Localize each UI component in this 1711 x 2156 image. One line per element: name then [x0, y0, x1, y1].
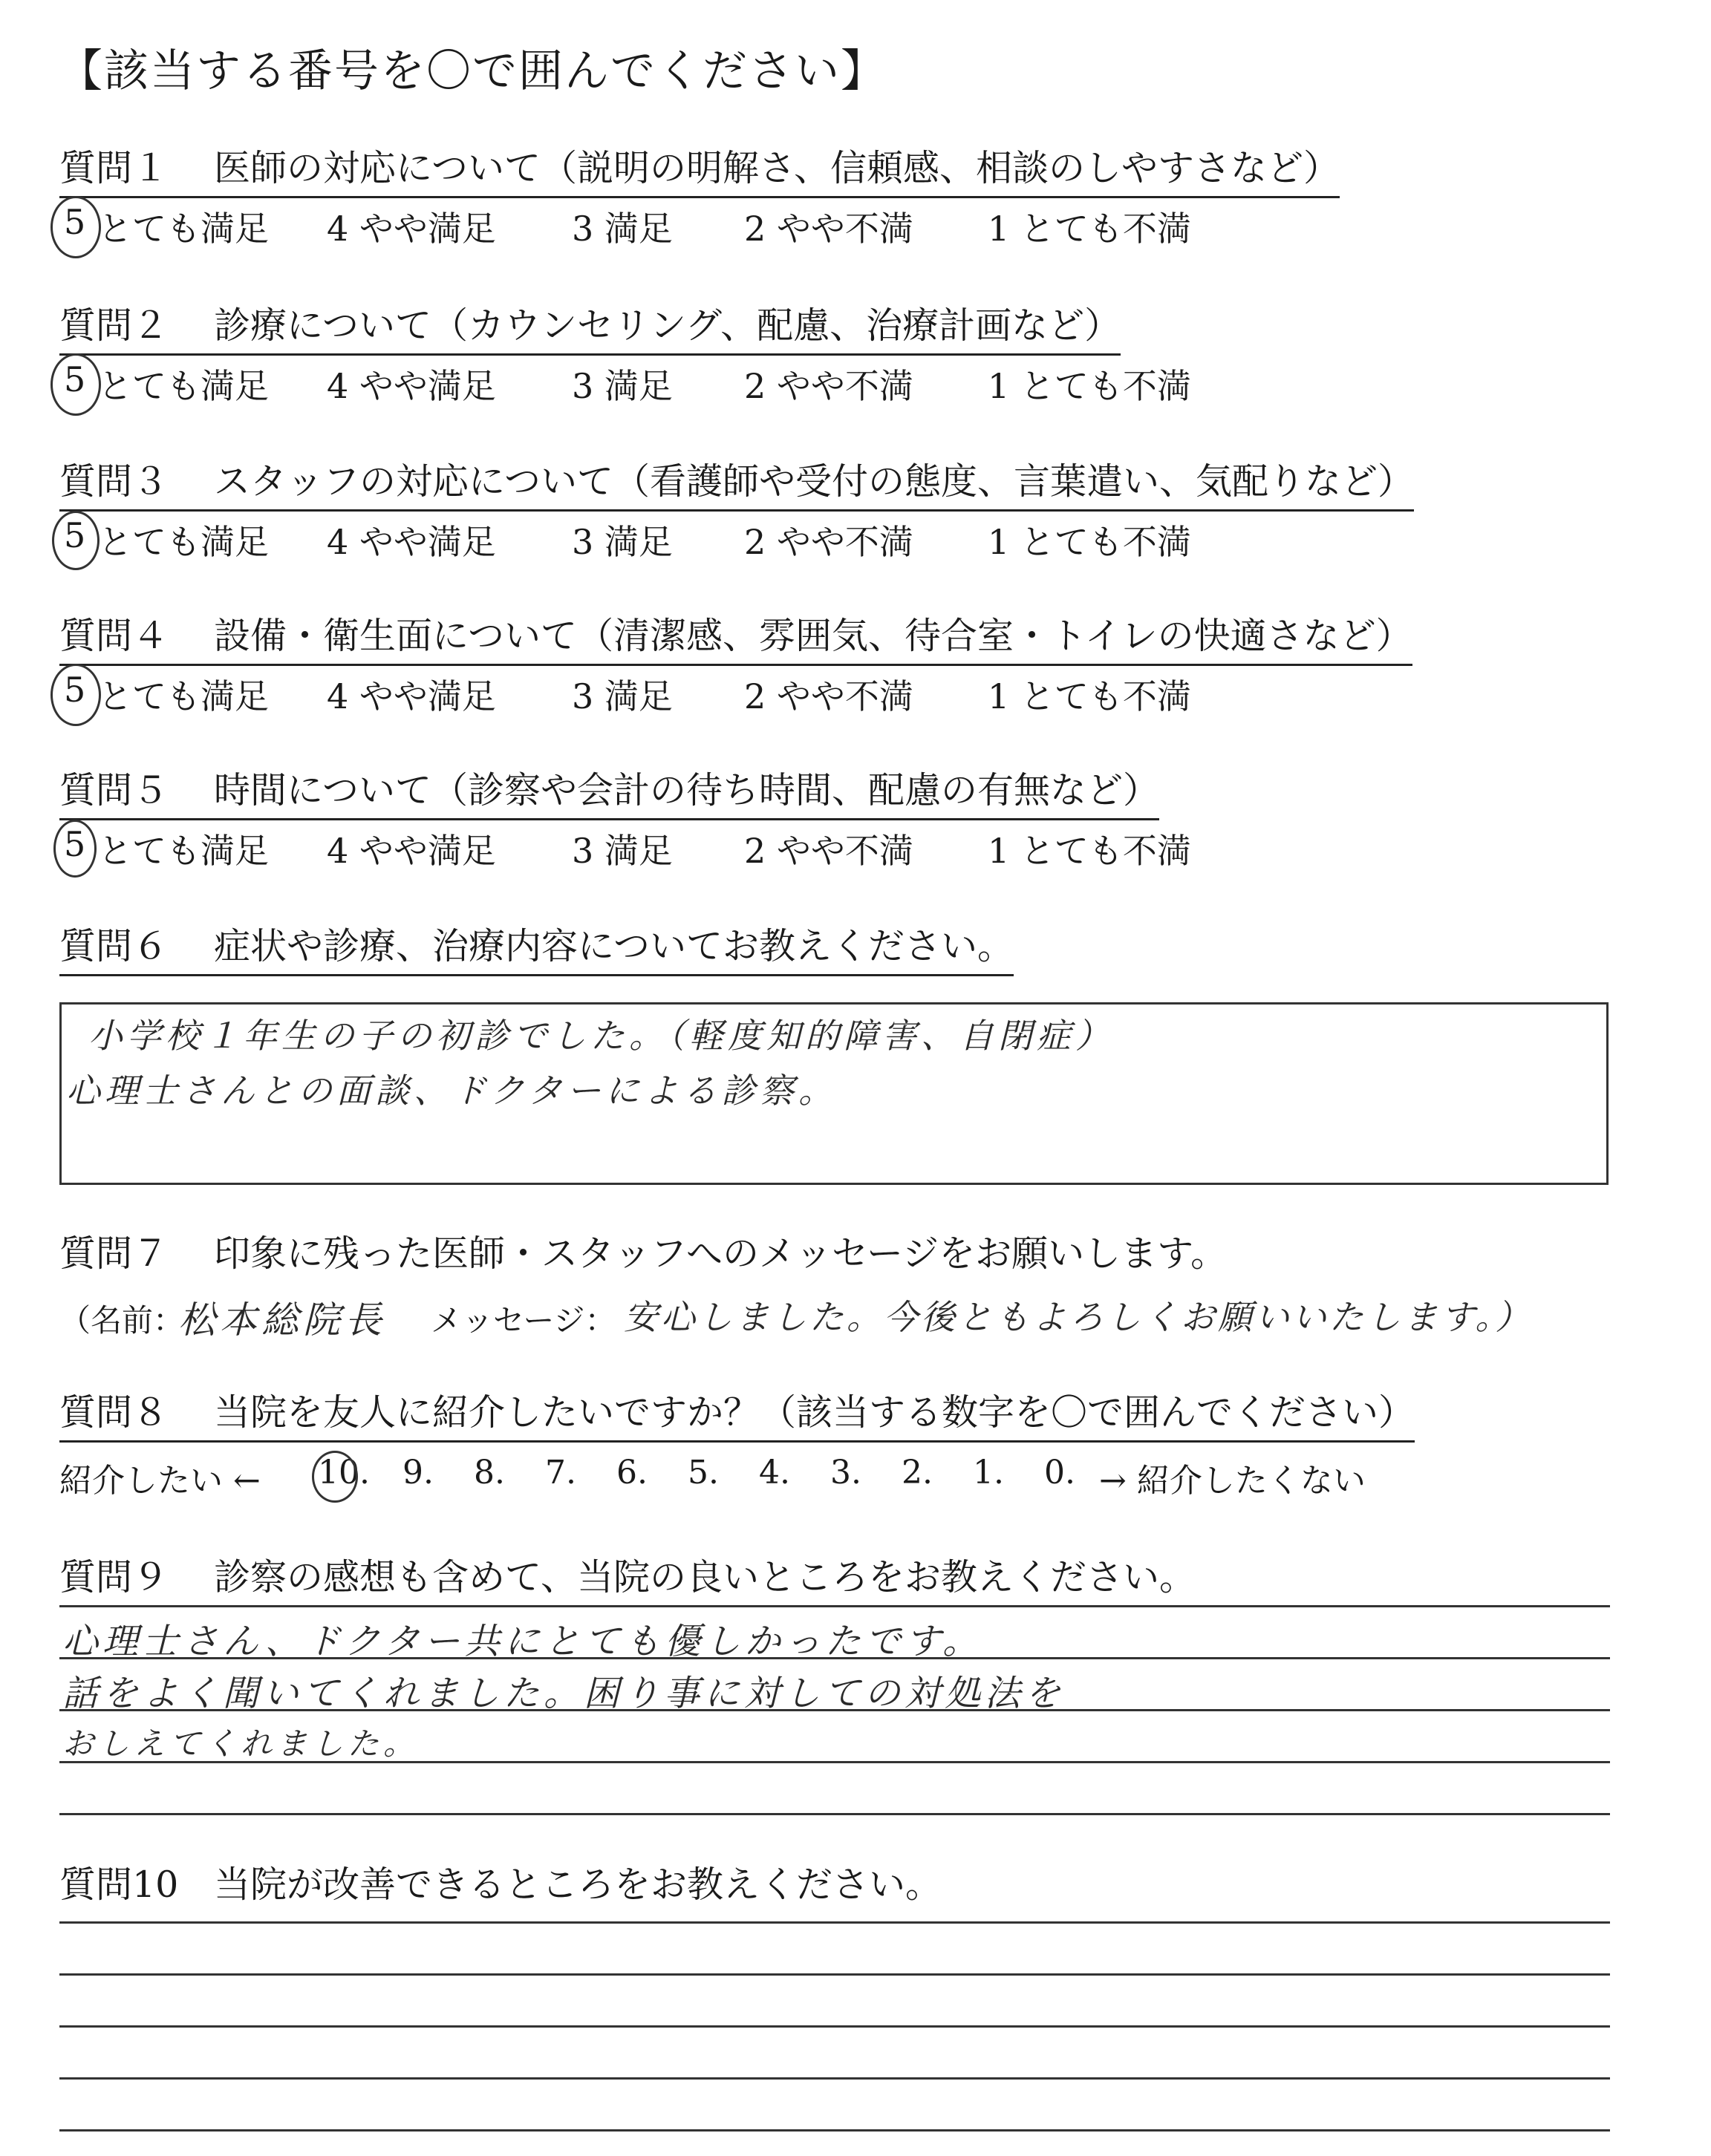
answer-rule	[59, 1813, 1610, 1815]
scale-5[interactable]: 5.	[688, 1454, 719, 1492]
message-value[interactable]: 安心しました。今後ともよろしくお願いいたします。）	[624, 1297, 1533, 1337]
answer-rule	[59, 2077, 1610, 2080]
question-text: 診療について（カウンセリング、配慮、治療計画など）	[214, 304, 1121, 347]
option-3[interactable]: 3 満足	[572, 676, 673, 716]
option-5[interactable]: 5	[64, 359, 86, 399]
scale-10[interactable]: 10.	[318, 1454, 370, 1492]
option-4[interactable]: 4 やや満足	[327, 676, 496, 716]
answer-rule	[59, 1605, 1610, 1607]
question-number: 質問５	[59, 769, 169, 811]
scale-1[interactable]: 1.	[973, 1454, 1004, 1492]
scale-2[interactable]: 2.	[902, 1454, 933, 1492]
option-4[interactable]: 4 やや満足	[327, 522, 496, 562]
option-4[interactable]: 4 やや満足	[327, 209, 496, 249]
q7-message-row	[59, 1290, 1619, 1350]
answer-rule	[59, 2129, 1610, 2132]
scale-right-label: → 紹介したくない	[1099, 1462, 1366, 1500]
question-text: 医師の対応について（説明の明解さ、信頼感、相談のしやすさなど）	[214, 147, 1340, 189]
handwritten-answer-line: 小学校１年生の子の初診でした。（軽度知的障害、自閉症）	[88, 1016, 1114, 1056]
question-number: 質問９	[59, 1556, 169, 1598]
scale-0[interactable]: 0.	[1044, 1454, 1075, 1492]
question-text: 診察の感想も含めて、当院の良いところをお教えください。	[214, 1556, 1196, 1598]
question-3-options	[59, 515, 1322, 560]
question-number: 質問１	[59, 147, 169, 189]
question-text: 時間について（診察や会計の待ち時間、配慮の有無など）	[214, 769, 1160, 811]
hand-drawn-circle	[53, 820, 97, 878]
scale-4[interactable]: 4.	[759, 1454, 790, 1492]
option-5-label: とても満足	[98, 366, 269, 406]
option-2[interactable]: 2 やや不満	[744, 522, 913, 562]
question-10-heading	[59, 1856, 942, 1912]
question-7-heading	[59, 1225, 1227, 1281]
option-5-label: とても満足	[98, 831, 269, 871]
question-2-options	[59, 359, 1322, 404]
option-2[interactable]: 2 やや不満	[744, 676, 913, 716]
question-number: 質問４	[59, 615, 169, 657]
option-4[interactable]: 4 やや満足	[327, 366, 496, 406]
option-1[interactable]: 1 とても不満	[988, 209, 1191, 249]
question-number: 質問７	[59, 1232, 169, 1275]
question-number: 質問８	[59, 1391, 169, 1434]
option-5-label: とても満足	[98, 209, 269, 249]
scale-7[interactable]: 7.	[545, 1454, 576, 1492]
option-2[interactable]: 2 やや不満	[744, 831, 913, 871]
option-3[interactable]: 3 満足	[572, 366, 673, 406]
question-4-options	[59, 670, 1322, 714]
hand-drawn-circle	[50, 353, 101, 416]
option-1[interactable]: 1 とても不満	[988, 676, 1191, 716]
question-5-heading	[59, 762, 1159, 820]
question-1-options	[59, 202, 1322, 249]
option-5[interactable]: 5	[64, 202, 86, 242]
question-3-heading	[59, 453, 1414, 512]
question-text: スタッフの対応について（看護師や受付の態度、言葉遣い、気配りなど）	[214, 460, 1415, 503]
question-number: 質問３	[59, 460, 169, 503]
q8-scale-row	[59, 1454, 1545, 1506]
handwritten-answer-line[interactable]: 心理士さん、ドクター共にとても優しかったです。	[62, 1621, 983, 1662]
hand-drawn-circle	[50, 196, 101, 258]
question-text: 当院が改善できるところをお教えください。	[214, 1863, 942, 1906]
option-5[interactable]: 5	[64, 515, 86, 555]
form-title: 【該当する番号を〇で囲んでください】	[58, 45, 887, 97]
option-1[interactable]: 1 とても不満	[988, 831, 1191, 871]
option-4[interactable]: 4 やや満足	[327, 831, 496, 871]
question-text: 症状や診療、治療内容についてお教えください。	[214, 925, 1014, 967]
name-label: （名前：	[59, 1302, 185, 1339]
option-3[interactable]: 3 満足	[572, 522, 673, 562]
option-5[interactable]: 5	[64, 824, 86, 864]
option-3[interactable]: 3 満足	[572, 209, 673, 249]
answer-rule	[59, 2025, 1610, 2028]
hand-drawn-circle	[50, 664, 101, 726]
option-2[interactable]: 2 やや不満	[744, 366, 913, 406]
handwritten-answer-line: 心理士さんとの面談、ドクターによる診察。	[66, 1071, 838, 1111]
name-value[interactable]: 松本総院長	[178, 1298, 386, 1342]
question-1-heading	[59, 140, 1340, 198]
question-number: 質問10	[59, 1863, 179, 1906]
scale-6[interactable]: 6.	[616, 1454, 648, 1492]
option-3[interactable]: 3 満足	[572, 831, 673, 871]
question-5-options	[59, 824, 1322, 869]
option-5-label: とても満足	[98, 522, 269, 562]
question-4-heading	[59, 607, 1412, 666]
scale-3[interactable]: 3.	[830, 1454, 861, 1492]
handwritten-answer-line[interactable]: 話をよく聞いてくれました。困り事に対しての対処法を	[62, 1673, 1066, 1714]
question-6-heading	[59, 918, 1014, 976]
option-1[interactable]: 1 とても不満	[988, 366, 1191, 406]
hand-drawn-circle	[52, 511, 100, 570]
answer-rule	[59, 1973, 1610, 1976]
question-2-heading	[59, 297, 1121, 356]
option-2[interactable]: 2 やや不満	[744, 209, 913, 249]
question-9-heading	[59, 1549, 1196, 1605]
question-text: 当院を友人に紹介したいですか？（該当する数字を〇で囲んでください）	[214, 1391, 1415, 1434]
q6-answer-box[interactable]	[59, 1002, 1609, 1185]
hand-drawn-circle	[312, 1451, 358, 1503]
question-text: 設備・衛生面について（清潔感、雰囲気、待合室・トイレの快適さなど）	[214, 615, 1412, 657]
scale-left-label: 紹介したい ←	[59, 1462, 261, 1500]
answer-rule	[59, 1921, 1610, 1924]
question-8-heading	[59, 1384, 1415, 1443]
question-text: 印象に残った医師・スタッフへのメッセージをお願いします。	[214, 1232, 1228, 1275]
message-label: メッセージ：	[431, 1302, 616, 1339]
option-5[interactable]: 5	[64, 670, 86, 710]
option-1[interactable]: 1 とても不満	[988, 522, 1191, 562]
scale-8[interactable]: 8.	[474, 1454, 505, 1492]
question-number: 質問６	[59, 925, 169, 967]
option-5-label: とても満足	[98, 676, 269, 716]
handwritten-answer-line[interactable]: おしえてくれました。	[62, 1725, 420, 1762]
question-number: 質問２	[59, 304, 169, 347]
scale-9[interactable]: 9.	[403, 1454, 434, 1492]
